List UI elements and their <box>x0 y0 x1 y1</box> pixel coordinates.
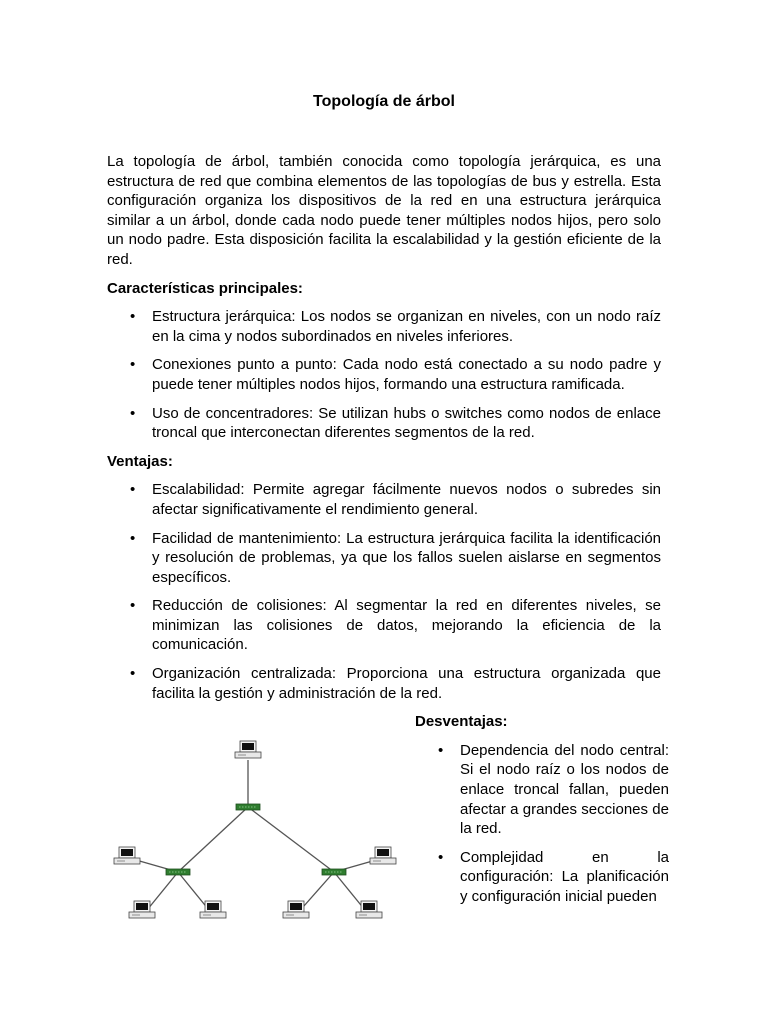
list-item: • Facilidad de mantenimiento: La estructura jerárquica facilita la identificación y resolución de problemas, ya que los fallos suelen aislarse en segmentos específicos. <box>152 529 661 588</box>
link <box>248 807 334 872</box>
computer-icon <box>114 847 140 864</box>
network-switch-icon <box>236 804 260 810</box>
caracteristicas-heading: Características principales: <box>107 279 303 297</box>
page-title: Topología de árbol <box>313 93 455 110</box>
computer-icon <box>235 741 261 758</box>
lower-section <box>107 712 669 928</box>
caracteristicas-list <box>107 307 661 443</box>
list-item: • Uso de concentradores: Se utilizan hubs o switches como nodos de enlace troncal que interconectan diferentes segmentos de la red. <box>152 404 661 443</box>
list-item: • Dependencia del nodo central: Si el nodo raíz o los nodos de enlace troncal fallan, pueden afectar a grandes secciones de la red. <box>460 741 669 839</box>
computer-icon <box>370 847 396 864</box>
intro-paragraph: La topología de árbol, también conocida como topología jerárquica, es una estructura de red que combina elementos de las topologías de bus y estrella. Esta configuración organiza los dispositivos de la red en una estructura jerárquica similar a un árbol, donde cada nodo puede tener múltiples nodos hijos, pero solo un nodo padre. Esta disposición facilita la escalabilidad y la gestión eficiente de la red. <box>107 153 661 268</box>
document-body <box>107 152 669 928</box>
tree-topology-svg <box>107 712 407 922</box>
link <box>178 807 248 872</box>
list-item: • Escalabilidad: Permite agregar fácilmente nuevos nodos o subredes sin afectar significativamente el rendimiento general. <box>152 480 661 519</box>
diagram-links <box>129 760 383 915</box>
list-item: • Conexiones punto a punto: Cada nodo está conectado a su nodo padre y puede tener múltiples nodos hijos, formando una estructura ramificada. <box>152 355 661 394</box>
computer-icon <box>283 901 309 918</box>
computer-icon <box>129 901 155 918</box>
network-switch-icon <box>322 869 346 875</box>
network-switch-icon <box>166 869 190 875</box>
desventajas-section <box>415 712 669 915</box>
desventajas-list <box>415 741 669 907</box>
desventajas-heading: Desventajas: <box>415 713 508 731</box>
list-item: • Organización centralizada: Proporciona una estructura organizada que facilita la gestión y administración de la red. <box>152 664 661 703</box>
list-item: • Reducción de colisiones: Al segmentar la red en diferentes niveles, se minimizan las colisiones de datos, mejorando la eficiencia de la comunicación. <box>152 596 661 655</box>
list-item: • Estructura jerárquica: Los nodos se organizan en niveles, con un nodo raíz en la cima y nodos subordinados en niveles inferiores. <box>152 307 661 346</box>
ventajas-list <box>107 480 661 703</box>
ventajas-heading: Ventajas: <box>107 452 173 470</box>
list-item: • Complejidad en la configuración: La planificación y configuración inicial pueden <box>460 848 669 907</box>
tree-topology-diagram <box>107 712 407 928</box>
